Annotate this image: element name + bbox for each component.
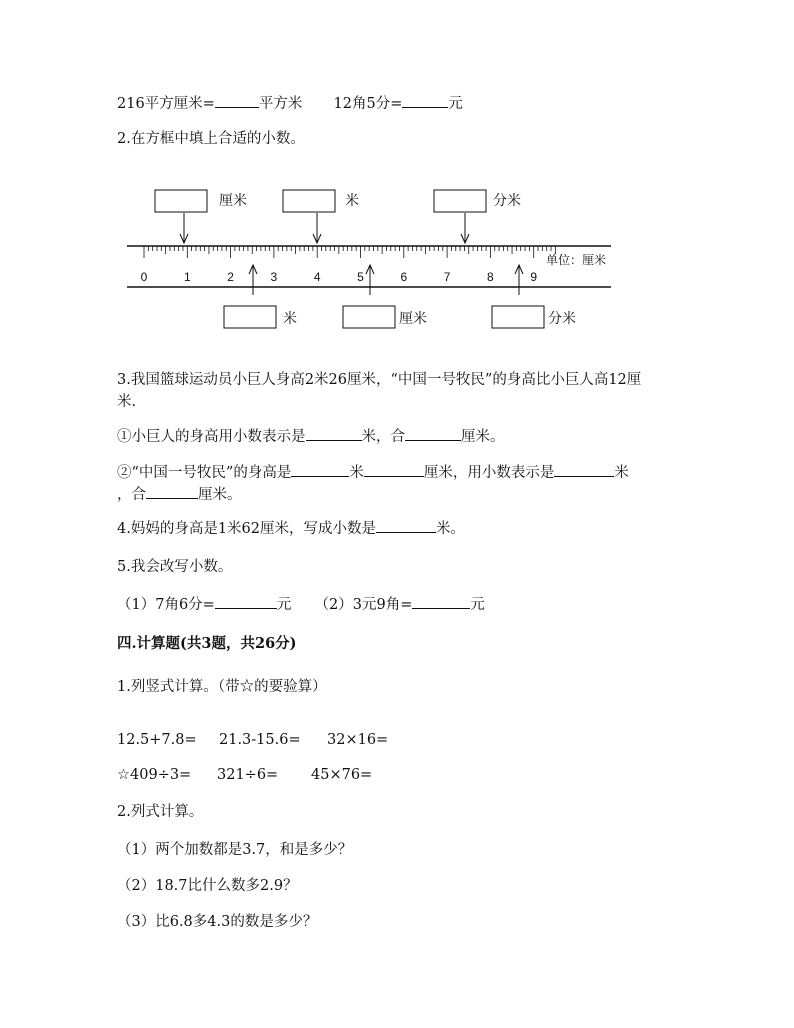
c1-expr-6: 45×76= [311, 767, 373, 783]
q3-title-line1: 3.我国篮球运动员小巨人身高2米26厘米，“中国一号牧民”的身高比小巨人高12厘 [117, 372, 642, 388]
q3-item2-blank2[interactable] [364, 462, 424, 477]
c1-expr-1: 12.5+7.8= [117, 732, 197, 748]
top-arrow-3 [461, 213, 469, 243]
bottom-arrow-1 [249, 265, 257, 295]
c1-expr-3: 32×16= [327, 732, 389, 748]
q3-item1-c: 厘米。 [461, 429, 505, 445]
q3-title-line2: 米. [117, 394, 137, 410]
q5-p1-blank[interactable] [215, 594, 277, 609]
ruler-number-0: 0 [140, 270, 148, 284]
q3-item2-e: ，合 [117, 487, 146, 503]
q5-p2: （2）3元9角= [314, 597, 413, 613]
ruler-unit-label: 单位：厘米 [546, 253, 607, 267]
q3-item2-a: ②“中国一号牧民”的身高是 [117, 465, 292, 481]
c2-item-3: （3）比6.8多4.3的数是多少？ [117, 914, 318, 930]
ruler-number-5: 5 [357, 270, 364, 284]
bottom-arrow-3 [515, 265, 523, 295]
ruler-ticks [144, 246, 555, 258]
bottom-unit-2: 厘米 [399, 310, 427, 326]
top-box-2[interactable] [283, 190, 335, 212]
q3-item2-line1 [117, 462, 629, 483]
q3-item2-blank3[interactable] [554, 462, 614, 477]
top-box-1[interactable] [155, 190, 207, 212]
ruler-number-8: 8 [487, 270, 494, 284]
c1-expr-2: 21.3-15.6= [219, 732, 301, 748]
q1-a-unit: 平方米 [258, 96, 303, 112]
c2-item-2: （2）18.7比什么数多2.9？ [117, 878, 298, 894]
q5-parts [117, 594, 485, 615]
q3-item2-line2 [117, 484, 242, 505]
q1-b-unit: 元 [448, 96, 463, 112]
c1-expr-5: 321÷6= [217, 767, 279, 783]
top-box-3[interactable] [434, 190, 486, 212]
q4-a: 4.妈妈的身高是1米62厘米，写成小数是 [117, 521, 377, 537]
ruler-number-4: 4 [313, 270, 321, 284]
c2-title: 2.列式计算。 [117, 804, 204, 820]
q3-item2-d: 米 [614, 465, 629, 481]
ruler-number-7: 7 [443, 270, 451, 284]
q3-item1-blank1[interactable] [306, 426, 362, 441]
q4-blank[interactable] [376, 518, 436, 533]
q4-b: 米。 [436, 521, 466, 537]
bottom-unit-1: 米 [283, 310, 297, 326]
ruler-figure [0, 0, 794, 360]
bottom-box-2[interactable] [343, 306, 395, 328]
ruler-numbers [141, 270, 538, 284]
ruler-number-2: 2 [227, 270, 234, 284]
top-unit-3: 分米 [493, 192, 521, 208]
q3-item2-b: 米 [349, 465, 364, 481]
bottom-unit-3: 分米 [548, 310, 576, 326]
q3-item2-f: 厘米。 [198, 487, 242, 503]
q2-title: 2.在方框中填上合适的小数。 [117, 131, 305, 147]
q5-p2-blank[interactable] [412, 594, 470, 609]
q5-p2-unit: 元 [470, 597, 485, 613]
q3-item1-blank2[interactable] [405, 426, 461, 441]
q3-item2-blank4[interactable] [146, 484, 198, 499]
c1-expr-4: ☆409÷3= [117, 767, 192, 783]
q3-item1-a: ①小巨人的身高用小数表示是 [117, 429, 306, 445]
q3-item1 [117, 426, 505, 447]
q1-a-text: 216平方厘米= [117, 96, 215, 112]
top-unit-2: 米 [345, 192, 359, 208]
q5-title: 5.我会改写小数。 [117, 559, 233, 575]
ruler-number-9: 9 [530, 270, 538, 284]
c2-item-1: （1）两个加数都是3.7，和是多少？ [117, 842, 353, 858]
top-arrow-1 [180, 213, 188, 243]
c1-title: 1.列竖式计算。（带☆的要验算） [117, 679, 327, 695]
ruler-number-1: 1 [183, 270, 191, 284]
top-unit-1: 厘米 [219, 192, 247, 208]
q3-item1-b: 米，合 [361, 429, 405, 445]
q1-b-text: 12角5分= [333, 96, 403, 112]
ruler-number-3: 3 [270, 270, 278, 284]
q5-p1: （1）7角6分= [117, 597, 215, 613]
q5-p1-unit: 元 [276, 597, 292, 613]
bottom-box-1[interactable] [224, 306, 276, 328]
q3-item2-c: 厘米，用小数表示是 [423, 465, 555, 481]
q4-line [117, 518, 465, 539]
bottom-arrow-2 [366, 265, 374, 295]
top-arrow-2 [313, 213, 321, 243]
ruler-number-6: 6 [400, 270, 408, 284]
section4-title: 四.计算题(共3题，共26分) [117, 635, 297, 652]
q3-item2-blank1[interactable] [291, 462, 349, 477]
bottom-box-3[interactable] [492, 306, 544, 328]
